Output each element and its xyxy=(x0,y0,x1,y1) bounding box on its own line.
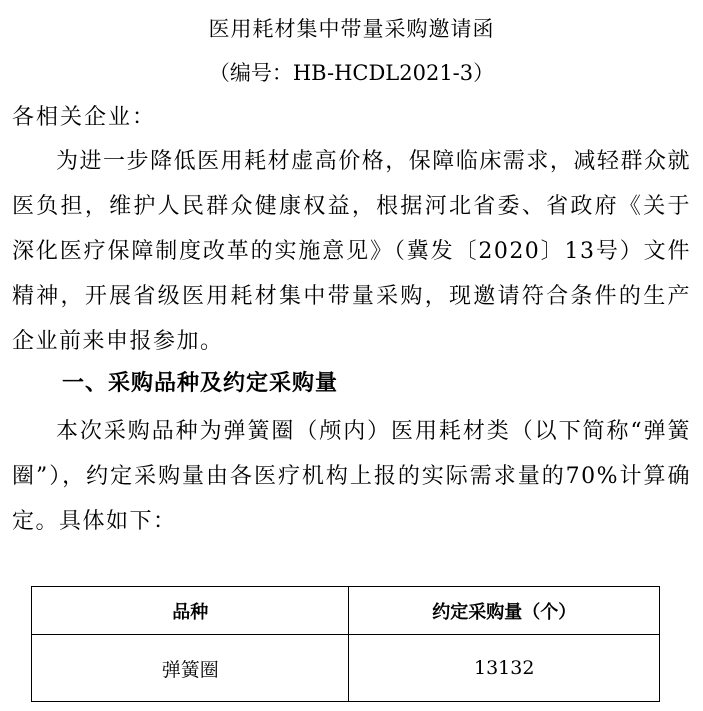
procurement-table xyxy=(31,586,660,702)
cell-variety: 弹簧圈 xyxy=(32,635,349,702)
cell-agreed-quantity: 13132 xyxy=(349,635,660,702)
header-variety: 品种 xyxy=(32,587,349,635)
header-agreed-quantity: 约定采购量（个） xyxy=(349,587,660,635)
table-header-row xyxy=(32,587,660,635)
section-1-paragraph: 本次采购品种为弹簧圈（颅内）医用耗材类（以下简称“弹簧圈”），约定采购量由各医疗机构上报的实际需求量的70%计算确定。具体如下： xyxy=(12,419,691,534)
document-number: （编号：HB-HCDL2021-3） xyxy=(208,61,495,85)
table-row xyxy=(32,635,660,702)
salutation: 各相关企业： xyxy=(12,105,157,130)
intro-paragraph: 为进一步降低医用耗材虚高价格，保障临床需求，减轻群众就医负担，维护人民群众健康权益，根据河北省委、省政府《关于深化医疗保障制度改革的实施意见》（冀发〔2020〕13号）文件精神，开展省级医用耗材集中带量采购，现邀请符合条件的生产企业前来申报参加。 xyxy=(12,149,691,354)
document-title: 医用耗材集中带量采购邀请函 xyxy=(208,17,495,41)
section-1-heading: 一、采购品种及约定采购量 xyxy=(62,371,339,396)
